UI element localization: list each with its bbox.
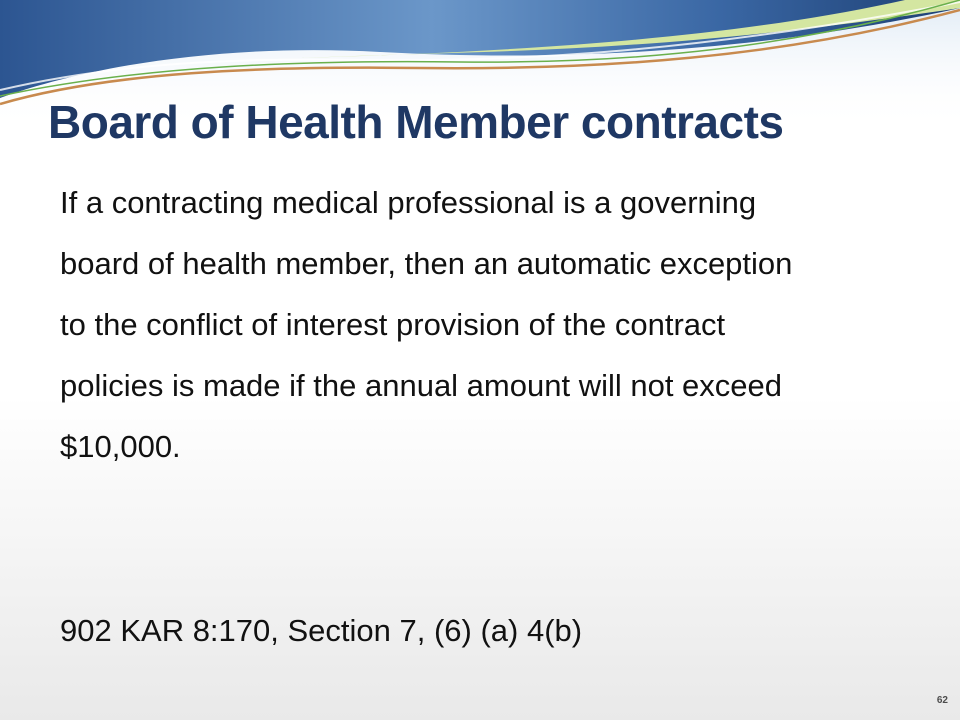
regulation-citation: 902 KAR 8:170, Section 7, (6) (a) 4(b): [60, 613, 583, 648]
body-paragraph: If a contracting medical professional is a governing board of health member, then an automatic exception to the conflict of interest provision of the contract policies is made if the annual amount will not exceed $10,000.: [60, 185, 793, 464]
page-number: 62: [936, 695, 948, 706]
slide-title: Board of Health Member contracts: [48, 96, 784, 148]
